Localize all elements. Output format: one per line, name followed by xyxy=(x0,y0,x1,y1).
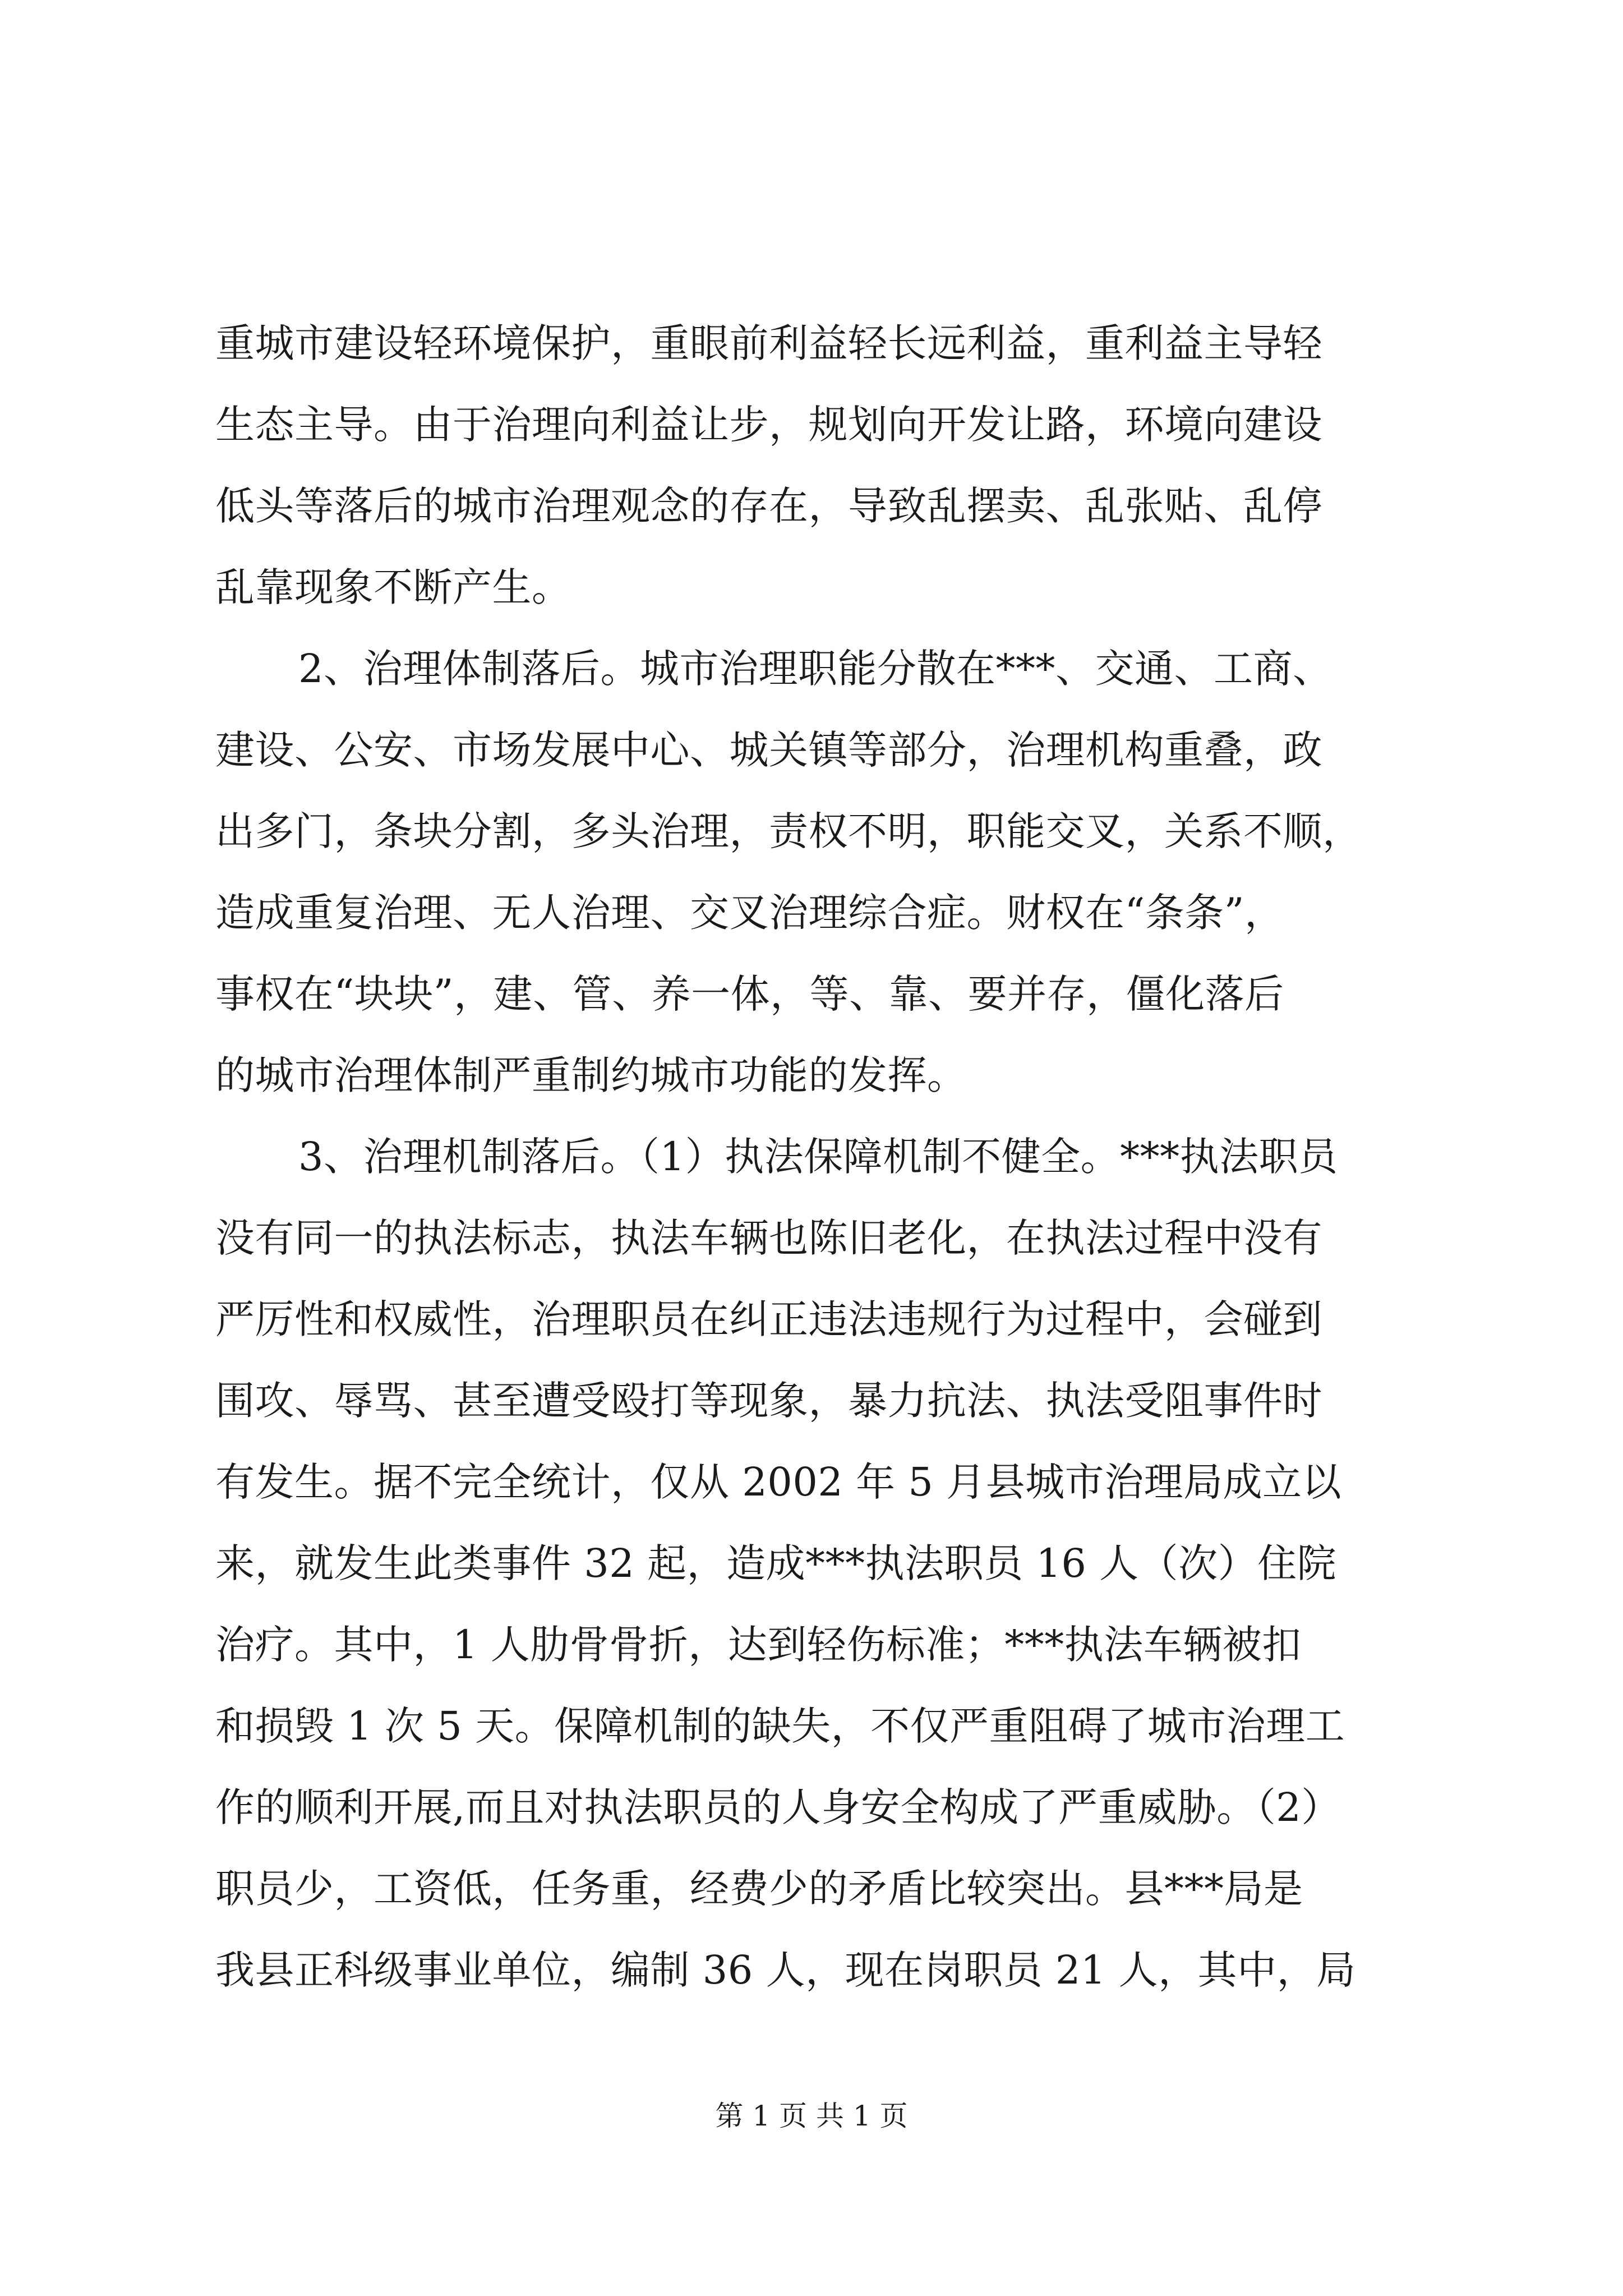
paragraph-3 xyxy=(215,1116,1415,2011)
text-line: 生态主导。由于治理向利益让步，规划向开发让路，环境向建设 xyxy=(215,402,1322,448)
text-line: 和损毁 1 次 5 天。保障机制的缺失，不仅严重阻碍了城市治理工 xyxy=(215,1703,1345,1749)
text-line: 造成重复治理、无人治理、交叉治理综合症。财权在“条条”， xyxy=(215,890,1284,936)
document-body xyxy=(215,303,1415,2011)
paragraph-1 xyxy=(215,303,1415,628)
text-line: 事权在“块块”，建、管、养一体，等、靠、要并存，僵化落后 xyxy=(215,971,1284,1017)
text-line: 2、治理体制落后。城市治理职能分散在***、交通、工商、 xyxy=(298,646,1332,692)
text-line: 来，就发生此类事件 32 起，造成***执法职员 16 人（次）住院 xyxy=(215,1540,1337,1586)
text-line: 重城市建设轻环境保护，重眼前利益轻长远利益，重利益主导轻 xyxy=(215,320,1322,366)
page-number-label: 第 1 页 共 1 页 xyxy=(715,2100,908,2132)
text-line: 有发生。据不完全统计，仅从 2002 年 5 月县城市治理局成立以 xyxy=(215,1459,1342,1505)
text-line: 职员少，工资低，任务重，经费少的矛盾比较突出。县***局是 xyxy=(215,1866,1303,1912)
text-line: 的城市治理体制严重制约城市功能的发挥。 xyxy=(215,1052,967,1098)
text-line: 出多门，条块分割，多头治理，责权不明，职能交叉，关系不顺， xyxy=(215,808,1362,854)
paragraph-2 xyxy=(215,628,1415,1116)
text-line: 严厉性和权威性，治理职员在纠正违法违规行为过程中，会碰到 xyxy=(215,1296,1322,1342)
text-line: 建设、公安、市场发展中心、城关镇等部分，治理机构重叠，政 xyxy=(215,727,1322,773)
text-line: 作的顺利开展,而且对执法职员的人身安全构成了严重威胁。（2） xyxy=(215,1784,1341,1830)
text-line: 低头等落后的城市治理观念的存在，导致乱摆卖、乱张贴、乱停 xyxy=(215,483,1322,529)
text-line: 围攻、辱骂、甚至遭受殴打等现象，暴力抗法、执法受阻事件时 xyxy=(215,1378,1322,1424)
text-line: 没有同一的执法标志，执法车辆也陈旧老化，在执法过程中没有 xyxy=(215,1215,1322,1261)
text-line: 乱靠现象不断产生。 xyxy=(215,564,571,610)
text-line: 3、治理机制落后。（1）执法保障机制不健全。***执法职员 xyxy=(298,1134,1338,1180)
text-line: 治疗。其中，1 人肋骨骨折，达到轻伤标准；***执法车辆被扣 xyxy=(215,1622,1302,1668)
text-line: 我县正科级事业单位，编制 36 人，现在岗职员 21 人，其中，局 xyxy=(215,1947,1356,1993)
page-footer xyxy=(0,2099,1623,2133)
